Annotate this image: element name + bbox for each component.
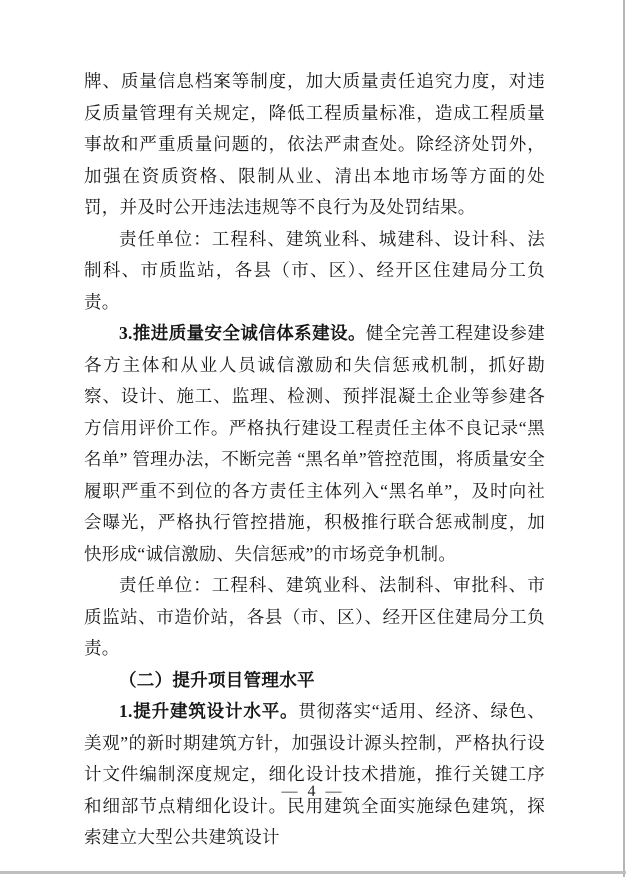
paragraph-text: 责任单位：工程科、建筑业科、城建科、设计科、法制科、市质监站，各县（市、区）、经开区住建局分工负责。	[84, 228, 545, 312]
page-body-text	[84, 66, 545, 854]
numbered-item-paragraph	[84, 318, 545, 570]
numbered-item-heading: 3.推进质量安全诚信体系建设。	[119, 323, 366, 343]
numbered-item-heading: 1.提升建筑设计水平。	[119, 701, 299, 721]
numbered-item-paragraph	[84, 696, 545, 854]
paragraph-text: 牌、质量信息档案等制度，加大质量责任追究力度，对违反质量管理有关规定，降低工程质量标准，造成工程质量事故和严重质量问题的，依法严肃查处。除经济处罚外，加强在资质资格、限制从业、清出本地市场等方面的处罚，并及时公开违法违规等不良行为及处罚结果。	[84, 71, 545, 217]
page-edge-right	[623, 0, 625, 877]
paragraph-text: 责任单位：工程科、建筑业科、法制科、审批科、市质监站、市造价站，各县（市、区）、经开区住建局分工负责。	[84, 575, 545, 658]
page-number: — 4 —	[281, 783, 345, 800]
section-heading	[84, 665, 545, 697]
paragraph-text: 健全完善工程建设参建各方主体和从业人员诚信激励和失信惩戒机制，抓好勘察、设计、施工、监理、检测、预拌混凝土企业等参建各方信用评价工作。严格执行建设工程责任主体不良记录“黑名单” 管理办法，不断完善 “黑名单”管控范围，将质量安全履职严重不到位的各方责任主体列入“黑名单”，及时向社会曝光，严格执行管控措施，积极推行联合惩戒制度，加快形成“诚信激励、失信惩戒”的市场竞争机制。	[84, 323, 545, 564]
responsibility-unit-paragraph	[84, 570, 545, 665]
paragraph-continuation	[84, 66, 545, 224]
paragraph-text: 贯彻落实“适用、经济、绿色、美观”的新时期建筑方针，加强设计源头控制，严格执行设计文件编制深度规定，细化设计技术措施，推行关键工序和细部节点精细化设计。民用建筑全面实施绿色建筑，探索建立大型公共建筑设计	[84, 701, 545, 847]
responsibility-unit-paragraph	[84, 224, 545, 319]
section-heading-text: （二）提升项目管理水平	[119, 669, 315, 690]
page-edge-bottom	[0, 871, 626, 874]
